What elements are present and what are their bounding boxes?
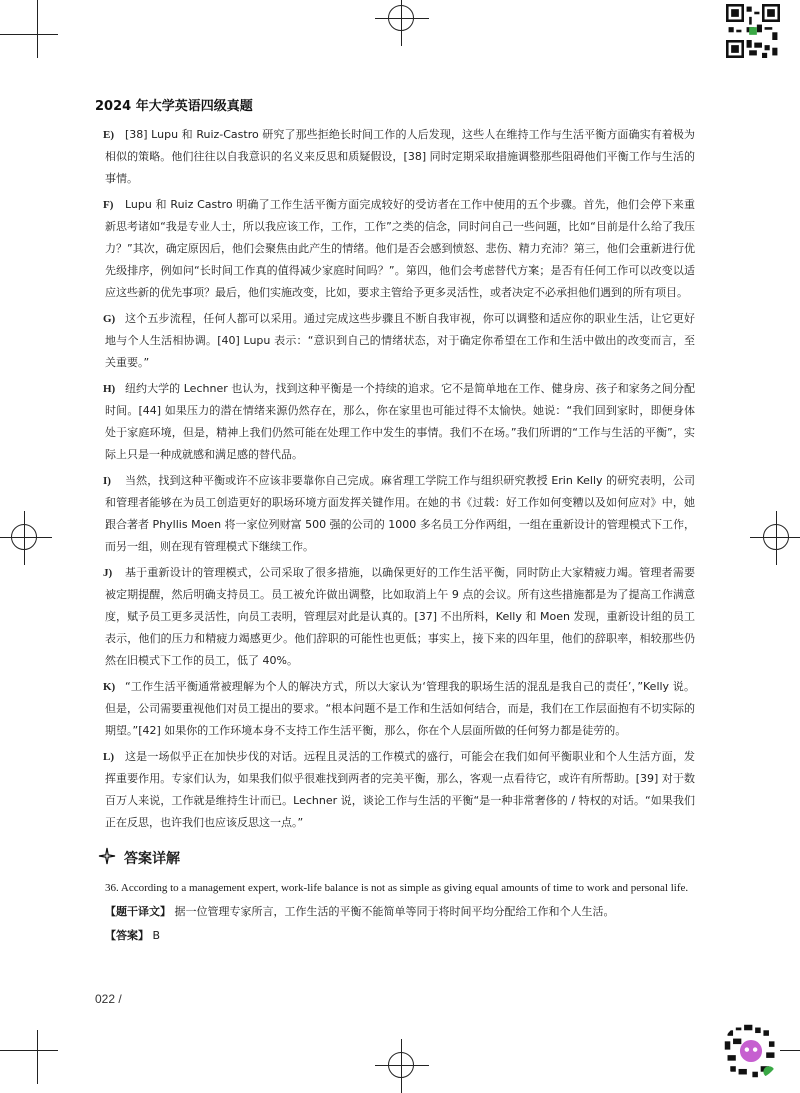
page-title: 2024 年大学英语四级真题 [95, 99, 253, 114]
article-body [105, 124, 695, 838]
paragraph-label: I) [103, 475, 111, 487]
question-number: 36. [105, 882, 119, 894]
paragraph-h [105, 378, 695, 466]
paragraph-text: [38] Lupu 和 Ruiz-Castro 研究了那些拒绝长时间工作的人后发现，这些人在维持工作与生活平衡方面确实有着极为相似的策略。他们往往以自我意识的名义来反思和质疑假设，[38] 同时定期采取措施调整那些阻碍他们平衡工作与生活的事情。 [105, 128, 695, 185]
paragraph-label: L) [103, 751, 114, 763]
crosshair-icon [388, 5, 414, 31]
qr-code-icon [726, 4, 780, 58]
paragraph-label: K) [103, 681, 116, 693]
answer-value: B [152, 929, 161, 942]
crop-mark [37, 1030, 38, 1084]
qr-code-icon [722, 1022, 780, 1080]
paragraph-label: H) [103, 383, 116, 395]
paragraph-text: 基于重新设计的管理模式，公司采取了很多措施，以确保更好的工作生活平衡，同时防止大家精疲力竭。管理者需要被定期提醒，然后明确支持员工。员工被允许做出调整，比如取消上午 9 点的会议。所有这些措施都是为了提高工作满意度，赋予员工更多灵活性，向员工表明，管理层对此是认真的。[37] 不出所料，Kelly 和 Moen 发现，重新设计组的员工表示，他们的压力和精疲力竭感更少。他们辞职的可能性也更低；事实上，接下来的四年里，他们的辞职率，相较那些仍然在旧模式下工作的员工，低了 40%。 [105, 566, 695, 667]
crosshair-icon [11, 524, 37, 550]
paragraph-text: 纽约大学的 Lechner 也认为，找到这种平衡是一个持续的追求。它不是简单地在工作、健身房、孩子和家务之间分配时间。[44] 如果压力的潜在情绪来源仍然存在，那么，你在家里也可能过得不太愉快。她说：“我们回到家时，即便身体处于家庭环境，但是，精神上我们仍然可能在处理工作中发生的事情。我们不在场。”我们所谓的“工作与生活的平衡”，实际上只是一种成就感和满足感的替代品。 [105, 382, 695, 461]
paragraph-j [105, 562, 695, 672]
sparkle-icon [98, 847, 116, 869]
paragraph-i [105, 470, 695, 558]
paragraph-g [105, 308, 695, 374]
question-english: According to a management expert, work-life balance is not as simple as giving equal amounts of time to work and personal life. [120, 882, 689, 894]
paragraph-l [105, 746, 695, 834]
paragraph-text: 这是一场似乎正在加快步伐的对话。远程且灵活的工作模式的盛行，可能会在我们如何平衡职业和个人生活方面，发挥重要作用。专家们认为，如果我们似乎很难找到两者的完美平衡，那么，客观一点看待它，或许有所帮助。[39] 对于数百万人来说，工作就是维持生计而已。Lechner 说，谈论工作与生活的平衡“是一种非常奢侈的 / 特权的对话。“如果我们正在反思，也许我们也应该反思这一点。” [105, 750, 695, 829]
section-heading [98, 847, 180, 869]
paragraph-text: Lupu 和 Ruiz Castro 明确了工作生活平衡方面完成较好的受访者在工作中使用的五个步骤。首先，他们会停下来重新思考诸如“我是专业人士，所以我应该工作，工作，工作”之类的信念，同时问自己一些问题，比如“目前是什么给了我压力？”其次，确定原因后，他们会聚焦由此产生的情绪。他们是否会感到愤怒、悲伤、精力充沛？第三，他们会重新进行优先级排序，例如问“长时间工作真的值得减少家庭时间吗？”。第四，他们会考虑替代方案；是否有任何工作可以改变以适应这些新的优先事项？最后，他们实施改变，比如，要求主管给予更多灵活性，或者决定不必承担他们遇到的所有项目。 [105, 198, 695, 299]
paragraph-label: J) [103, 567, 113, 579]
crop-mark [0, 34, 58, 35]
paragraph-k [105, 676, 695, 742]
question-answer [105, 926, 695, 946]
paragraph-text: 当然，找到这种平衡或许不应该非要靠你自己完成。麻省理工学院工作与组织研究教授 Erin Kelly 的研究表明，公司和管理者能够在为员工创造更好的职场环境方面发挥关键作用。在她的书《过载：好工作如何变糟以及如何应对》中，她跟合著者 Phyllis Moen 将一家位列财富 500 强的公司的 1000 多名员工分作两组，一组在重新设计的管理模式下工作，而另一组，则在现有管理模式下继续工作。 [105, 474, 695, 553]
question-stem [105, 878, 695, 898]
crop-mark [37, 0, 38, 58]
answer-label: 【答案】 [105, 929, 149, 942]
paragraph-text: “工作生活平衡通常被理解为个人的解决方式，所以大家认为‘管理我的职场生活的混乱是我自己的责任’，”Kelly 说。但是，公司需要重视他们对员工提出的要求。“根本问题不是工作和生活如何结合，而是，我们在工作层面抱有不切实际的期望。”[42] 如果你的工作环境本身不支持工作生活平衡，那么，你在个人层面所做的任何努力都是徒劳的。 [105, 680, 695, 737]
paragraph-label: G) [103, 313, 116, 325]
crosshair-icon [388, 1052, 414, 1078]
paragraph-text: 这个五步流程，任何人都可以采用。通过完成这些步骤且不断自我审视，你可以调整和适应你的职业生活，让它更好地与个人生活相协调。[40] Lupu 表示：“意识到自己的情绪状态，对于确定你希望在工作和生活中做出的改变而言，至关重要。” [105, 312, 695, 369]
question-translation [105, 902, 695, 922]
crop-mark [0, 1050, 58, 1051]
translation-label: 【题干译文】 [105, 905, 171, 918]
paragraph-label: E) [103, 129, 114, 141]
section-title: 答案详解 [124, 851, 180, 867]
question-block [105, 878, 695, 946]
paragraph-label: F) [103, 199, 114, 211]
paragraph-f [105, 194, 695, 304]
page-number: 022 / [95, 992, 122, 1006]
crosshair-icon [763, 524, 789, 550]
translation-text: 据一位管理专家所言，工作生活的平衡不能简单等同于将时间平均分配给工作和个人生活。 [174, 905, 615, 918]
paragraph-e [105, 124, 695, 190]
